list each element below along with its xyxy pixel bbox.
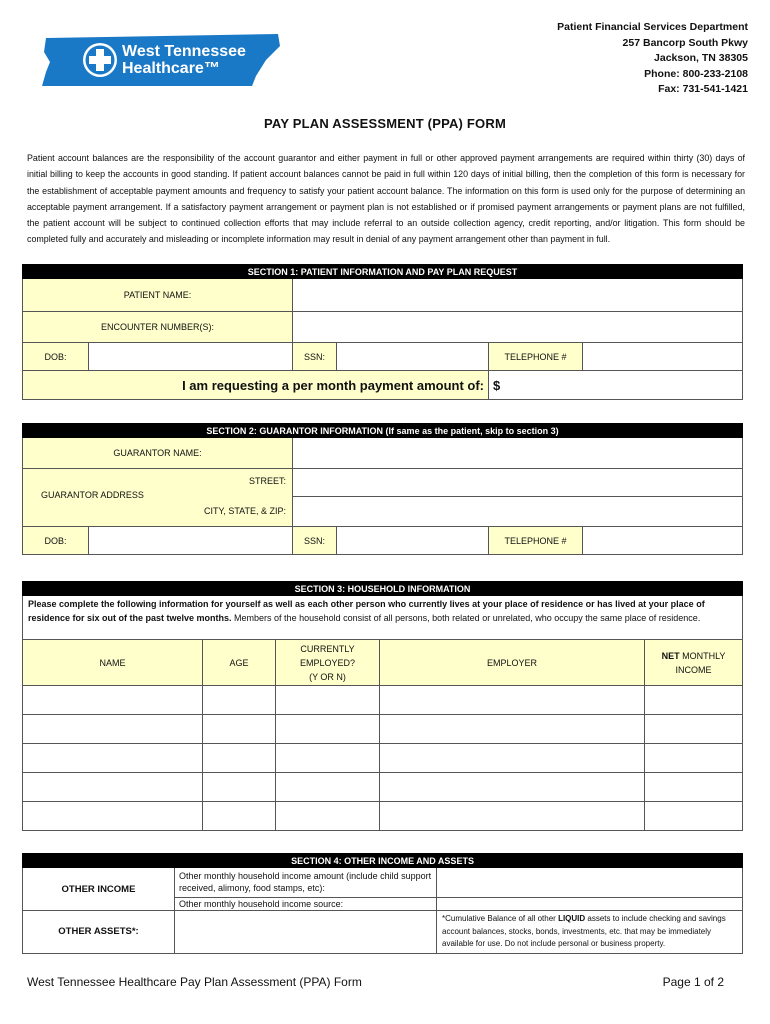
household-instructions-regular: Members of the household consist of all persons, both related or unrelated, who occupy the same place of residence. [231,612,701,623]
section3-table [22,581,743,831]
col-employer-header: EMPLOYER [380,640,645,686]
guarantor-telephone-field[interactable] [583,527,743,555]
col-employed-header [276,640,380,686]
household-age-field[interactable] [203,715,276,744]
department-address-block [470,20,748,98]
department-street: 257 Bancorp South Pkwy [622,36,748,49]
other-income-amount-label: Other monthly household income amount (include child support received, alimony, food stamps, etc): [175,868,437,898]
patient-telephone-label: TELEPHONE # [489,343,583,371]
logo-text-line2: Healthcare™ [122,60,220,77]
guarantor-address-label-cell [23,469,293,527]
logo-text-line1: West Tennessee [122,43,246,60]
patient-ssn-label: SSN: [293,343,337,371]
other-assets-field[interactable] [175,911,437,954]
household-income-field[interactable] [645,744,743,773]
other-income-amount-field[interactable] [437,868,743,898]
household-name-field[interactable] [23,773,203,802]
household-age-field[interactable] [203,773,276,802]
household-income-field[interactable] [645,773,743,802]
col-name-header: NAME [23,640,203,686]
form-title: PAY PLAN ASSESSMENT (PPA) FORM [264,116,506,131]
household-row [23,773,743,802]
household-row [23,715,743,744]
guarantor-ssn-label: SSN: [293,527,337,555]
other-income-source-label: Other monthly household income source: [175,898,437,911]
household-employed-field[interactable] [276,773,380,802]
household-employed-field[interactable] [276,744,380,773]
guarantor-name-label: GUARANTOR NAME: [23,438,293,469]
guarantor-street-label: STREET: [248,476,286,486]
household-employed-field[interactable] [276,715,380,744]
guarantor-telephone-label: TELEPHONE # [489,527,583,555]
household-name-field[interactable] [23,744,203,773]
section2-heading: SECTION 2: GUARANTOR INFORMATION (If same as the patient, skip to section 3) [23,424,743,438]
encounter-number-label: ENCOUNTER NUMBER(S): [23,312,293,343]
patient-dob-label: DOB: [23,343,89,371]
household-income-field[interactable] [645,802,743,831]
patient-dob-field[interactable] [89,343,293,371]
col-employed-line2: EMPLOYED? [299,657,356,668]
payment-request-label [23,371,489,400]
section4-heading: SECTION 4: OTHER INCOME AND ASSETS [23,854,743,868]
section1-table [22,264,743,400]
household-name-field[interactable] [23,802,203,831]
household-instructions-bold: Please complete the following information for yourself as well as each other person who currently lives at your place of residence or has lived at your place of residence for six out of the past twelve months. [28,599,705,623]
patient-name-label: PATIENT NAME: [23,279,293,312]
guarantor-address-label: GUARANTOR ADDRESS [41,490,144,500]
section1-heading: SECTION 1: PATIENT INFORMATION AND PAY PLAN REQUEST [23,265,743,279]
section3-heading: SECTION 3: HOUSEHOLD INFORMATION [23,582,743,596]
liquid-assets-note-prefix: *Cumulative Balance of all other [442,914,559,923]
liquid-assets-note-suffix: assets to include checking and savings account balances, stocks, bonds, investments, etc. that may be immediately available for use. Do not include personal or business property. [442,914,726,948]
guarantor-ssn-field[interactable] [337,527,489,555]
col-income-header [645,640,743,686]
household-row [23,744,743,773]
west-tennessee-healthcare-logo [40,32,284,88]
patient-ssn-field[interactable] [337,343,489,371]
col-income-line2: INCOME [675,664,712,675]
household-row [23,802,743,831]
liquid-assets-note [437,911,743,954]
footer-form-name: West Tennessee Healthcare Pay Plan Assessment (PPA) Form [27,975,362,989]
guarantor-city-state-zip-label: CITY, STATE, & ZIP: [203,506,286,516]
section2-table [22,423,743,555]
liquid-assets-note-bold: LIQUID [558,914,586,923]
guarantor-dob-field[interactable] [89,527,293,555]
other-assets-label: OTHER ASSETS*: [23,911,175,954]
patient-telephone-field[interactable] [583,343,743,371]
encounter-number-field[interactable] [293,312,743,343]
col-age-header: AGE [203,640,276,686]
household-age-field[interactable] [203,744,276,773]
household-row [23,686,743,715]
other-income-label: OTHER INCOME [23,868,175,911]
household-employer-field[interactable] [380,744,645,773]
section4-table [22,853,743,954]
guarantor-street-field[interactable] [293,469,743,497]
household-employer-field[interactable] [380,802,645,831]
household-employed-field[interactable] [276,802,380,831]
department-name: Patient Financial Services Department [557,21,748,33]
household-name-field[interactable] [23,686,203,715]
col-income-net: NET [661,650,680,661]
household-income-field[interactable] [645,715,743,744]
department-phone: Phone: 800-233-2108 [644,67,748,80]
department-city: Jackson, TN 38305 [654,52,748,64]
household-age-field[interactable] [203,802,276,831]
guarantor-city-state-zip-field[interactable] [293,497,743,527]
payment-amount-field[interactable] [489,371,743,400]
household-income-field[interactable] [645,686,743,715]
footer-page-number: Page 1 of 2 [662,975,724,989]
col-employed-line3: (Y OR N) [309,671,346,682]
household-employer-field[interactable] [380,773,645,802]
guarantor-name-field[interactable] [293,438,743,469]
dollar-sign: $ [493,377,501,393]
patient-name-field[interactable] [293,279,743,312]
payment-request-text: I am requesting a per month payment amount of: [182,377,484,393]
household-name-field[interactable] [23,715,203,744]
other-income-source-field[interactable] [437,898,743,911]
household-employed-field[interactable] [276,686,380,715]
department-fax: Fax: 731-541-1421 [658,83,748,95]
guarantor-dob-label: DOB: [23,527,89,555]
household-instructions [23,596,743,640]
household-age-field[interactable] [203,686,276,715]
intro-paragraph: Patient account balances are the responsibility of the account guarantor and either payment in full or other approved payment arrangements are required within thirty (30) days of initial billing to keep the accounts in good standing. If patient account balances cannot be paid in full within 120 days of initial billing, then the completion of this form is necessary for the establishment of acceptable payment amounts and frequency to satisfy your patient account balance. The information on this form is used only for the purpose of determining an acceptable payment arrangement. If a satisfactory payment arrangement or payment plan is not established or if promised payment arrangements or payment plans are not fulfilled, the patient account will be subject to continued collection efforts that may include referral to an outside collection agency, credit reporting, and/or litigation. This form should be completed fully and accurately and misleading or incomplete information may result in denial of any payment arrangement other than payment in full. [27,153,745,245]
col-income-line1: MONTHLY [679,650,726,661]
household-employer-field[interactable] [380,686,645,715]
col-employed-line1: CURRENTLY [300,643,355,654]
household-employer-field[interactable] [380,715,645,744]
